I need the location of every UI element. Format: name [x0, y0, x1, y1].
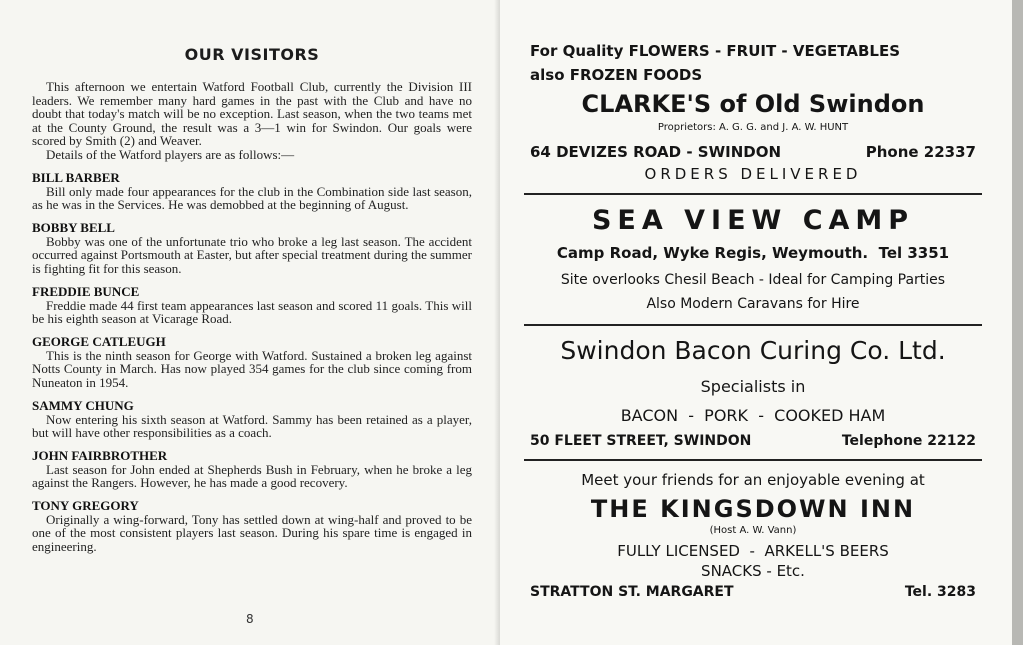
bacon-company-name: Swindon Bacon Curing Co. Ltd.: [560, 336, 946, 365]
player-bio: Freddie made 44 first team appearances last season and scored 11 goals. This will be his eighth season at Vicarage Road.: [32, 297, 472, 327]
sea-view-tel: Tel 3351: [878, 244, 950, 262]
bacon-phone: Telephone 22122: [841, 433, 976, 449]
bacon-specialists: Specialists in: [700, 377, 806, 396]
bacon-address: 50 FLEET STREET, SWINDON: [530, 433, 752, 449]
clarkes-produce-line: For Quality FLOWERS - FRUIT - VEGETABLES: [530, 42, 900, 60]
right-page: [500, 0, 1012, 645]
player-name: BILL BARBER: [32, 169, 120, 185]
kingsdown-tel: Tel. 3283: [904, 584, 976, 600]
kingsdown-inn-advert: [524, 461, 982, 600]
player-name: JOHN FAIRBROTHER: [32, 447, 168, 463]
clarkes-frozen-line: also FROZEN FOODS: [530, 66, 703, 84]
kingsdown-intro: Meet your friends for an enjoyable evening at: [581, 471, 925, 489]
player-bio: Bill only made four appearances for the club in the Combination side last season, as he was in the Services. He was demobbed at the beginning of August.: [32, 183, 472, 213]
player-name: BOBBY BELL: [32, 219, 115, 235]
page-number: 8: [246, 612, 254, 626]
clarkes-advert: [524, 42, 982, 193]
player-bio: Last season for John ended at Shepherds Bush in February, when he broke a leg against the Rangers. However, he has made a good recovery.: [32, 461, 472, 491]
kingsdown-address: STRATTON ST. MARGARET: [530, 584, 734, 600]
player-name: FREDDIE BUNCE: [32, 283, 140, 299]
sea-view-address: Camp Road, Wyke Regis, Weymouth.: [556, 244, 869, 262]
kingsdown-licensed-line: FULLY LICENSED - ARKELL'S BEERS: [617, 542, 889, 560]
kingsdown-snacks-line: SNACKS - Etc.: [701, 562, 805, 580]
page-title: OUR VISITORS: [184, 45, 320, 64]
player-bio: Bobby was one of the unfortunate trio who broke a leg last season. The accident occurred against Portsmouth at Easter, but after special treatment during the summer is fighting fit for this season.: [32, 233, 472, 276]
left-page: [0, 0, 500, 645]
clarkes-proprietors: Proprietors: A. G. G. and J. A. W. HUNT: [657, 122, 849, 133]
clarkes-orders-delivered: ORDERS DELIVERED: [644, 165, 862, 183]
intro-paragraph: This afternoon we entertain Watford Football Club, currently the Division III leaders. We remember many hard games in the past with the Club and have no doubt that today's match will be no exception. Last season, when the two teams met at the County Ground, the result was a 3—1 win for Swindon. Our goals were scored by Smith (2) and Weaver.: [32, 79, 472, 149]
sea-view-name: SEA VIEW CAMP: [591, 205, 915, 236]
sea-view-caravans-line: Also Modern Caravans for Hire: [646, 296, 860, 312]
player-name: TONY GREGORY: [32, 497, 139, 513]
player-name: SAMMY CHUNG: [32, 397, 134, 413]
bacon-curing-advert: [524, 326, 982, 459]
intro-details-line: Details of the Watford players are as follows:—: [46, 146, 295, 162]
player-bio: Originally a wing-forward, Tony has settled down at wing-half and proved to be one of the most consistent players last season. During his spare time is engaged in engineering.: [32, 511, 472, 555]
background-edge: [1012, 0, 1023, 645]
clarkes-name: CLARKE'S of Old Swindon: [581, 90, 925, 118]
player-bio: This is the ninth season for George with Watford. Sustained a broken leg against Notts County in March. Has now played 354 games for the club since coming from Nuneaton in 1954.: [32, 347, 472, 390]
player-bio: Now entering his sixth season at Watford. Sammy has been retained as a player, but will have other responsibilities as a coach.: [32, 411, 472, 441]
kingsdown-host: (Host A. W. Vann): [709, 525, 797, 536]
sea-view-advert: [524, 195, 982, 324]
kingsdown-name: THE KINGSDOWN INN: [590, 495, 916, 523]
clarkes-address: 64 DEVIZES ROAD - SWINDON: [530, 143, 782, 161]
bacon-products: BACON - PORK - COOKED HAM: [620, 406, 886, 425]
clarkes-phone: Phone 22337: [865, 143, 976, 161]
player-name: GEORGE CATLEUGH: [32, 333, 166, 349]
sea-view-site-line: Site overlooks Chesil Beach - Ideal for Camping Parties: [560, 272, 946, 288]
